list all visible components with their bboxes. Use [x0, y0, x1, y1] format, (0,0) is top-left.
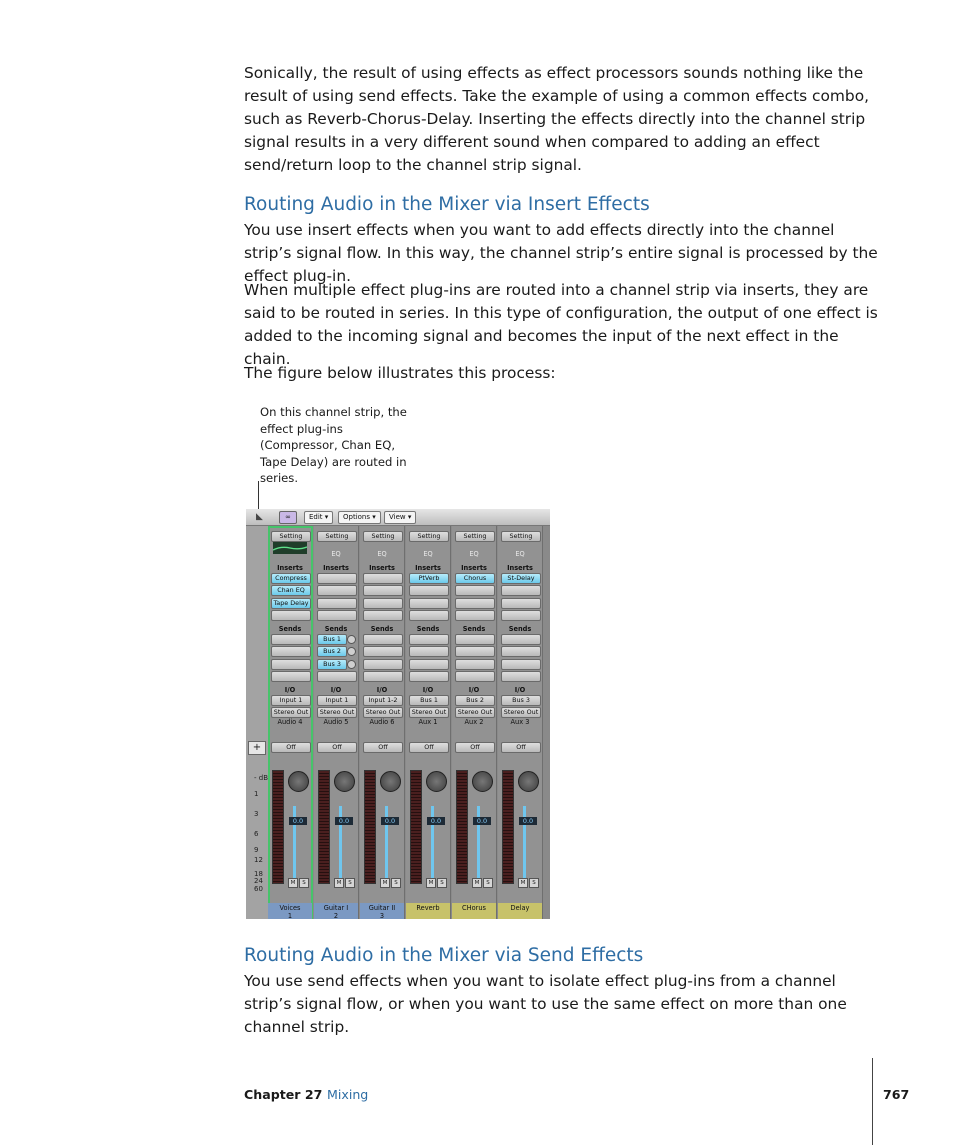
channel-strip[interactable] — [498, 526, 543, 919]
mute-button[interactable]: M — [426, 878, 436, 888]
level-meter — [318, 770, 330, 884]
insert-slot[interactable]: Tape Delay — [271, 598, 311, 609]
track-name[interactable] — [498, 903, 542, 919]
mute-button[interactable]: M — [380, 878, 390, 888]
track-name-label: CHorus — [462, 904, 486, 912]
insert-slot[interactable] — [501, 585, 541, 596]
setting-button[interactable]: Setting — [271, 531, 311, 542]
input-slot[interactable]: Input 1 — [271, 695, 311, 706]
solo-button[interactable]: S — [529, 878, 539, 888]
fader-value: 0.0 — [473, 817, 491, 825]
corner-icon: ◣ — [256, 512, 263, 522]
track-label: Audio 5 — [323, 718, 349, 726]
db-scale-mark: 18 — [254, 870, 263, 878]
eq-thumbnail[interactable]: EQ — [423, 550, 433, 558]
automation-mode[interactable]: Off — [317, 742, 357, 753]
io-label: I/O — [514, 686, 526, 694]
insert-slot[interactable] — [363, 610, 403, 621]
pan-knob[interactable] — [472, 771, 493, 792]
add-strip-button[interactable]: + — [248, 741, 266, 755]
insert-slot[interactable]: St-Delay — [501, 573, 541, 584]
sends-label: Sends — [278, 625, 302, 633]
insert-slot[interactable] — [317, 585, 357, 596]
eq-thumbnail[interactable]: EQ — [331, 550, 341, 558]
inserts-label: Inserts — [415, 564, 441, 572]
view-menu[interactable]: View ▾ — [384, 511, 416, 524]
track-name[interactable] — [314, 903, 358, 919]
track-name-label: Guitar I — [323, 904, 349, 912]
insert-slot[interactable] — [455, 598, 495, 609]
track-name-label: Guitar II — [368, 904, 396, 912]
insert-slot[interactable]: Chorus — [455, 573, 495, 584]
sends-label: Sends — [462, 625, 486, 633]
send-slot[interactable] — [455, 671, 495, 682]
insert-slot[interactable] — [363, 598, 403, 609]
track-name[interactable] — [406, 903, 450, 919]
link-button[interactable]: ∞ — [279, 511, 297, 524]
insert-slot[interactable] — [409, 598, 449, 609]
insert-slot[interactable]: PtVerb — [409, 573, 449, 584]
output-slot[interactable]: Stereo Out — [501, 707, 541, 718]
io-label: I/O — [330, 686, 342, 694]
track-label: Aux 2 — [464, 718, 484, 726]
send-slot[interactable] — [455, 634, 495, 645]
insert-slot[interactable] — [363, 585, 403, 596]
send-slot[interactable] — [501, 634, 541, 645]
db-scale-mark: 1 — [254, 790, 259, 798]
automation-mode[interactable]: Off — [363, 742, 403, 753]
pan-knob[interactable] — [334, 771, 355, 792]
mute-button[interactable]: M — [334, 878, 344, 888]
io-label: I/O — [284, 686, 296, 694]
track-number: 2 — [333, 912, 339, 919]
solo-button[interactable]: S — [483, 878, 493, 888]
insert-slot[interactable] — [271, 610, 311, 621]
send-slot[interactable] — [409, 659, 449, 670]
insert-slot[interactable]: Chan EQ — [271, 585, 311, 596]
insert-slot[interactable]: Compress — [271, 573, 311, 584]
sends-label: Sends — [324, 625, 348, 633]
setting-button[interactable]: Setting — [501, 531, 541, 542]
inserts-label: Inserts — [507, 564, 533, 572]
figure-callout: On this channel strip, the effect plug-ins (Compressor, Chan EQ, Tape Delay) are routed in series. — [260, 405, 407, 486]
send-slot[interactable] — [455, 659, 495, 670]
db-scale-mark: 12 — [254, 856, 263, 864]
fader-value: 0.0 — [427, 817, 445, 825]
send-level-knob[interactable] — [347, 660, 356, 669]
send-slot[interactable] — [409, 634, 449, 645]
input-slot[interactable]: Input 1 — [317, 695, 357, 706]
output-slot[interactable]: Stereo Out — [409, 707, 449, 718]
db-scale-mark: 24 — [254, 877, 263, 885]
send-slot[interactable] — [501, 671, 541, 682]
send-slot[interactable] — [271, 671, 311, 682]
pan-knob[interactable] — [426, 771, 447, 792]
setting-button[interactable]: Setting — [363, 531, 403, 542]
intro-paragraph: Sonically, the result of using effects as effect processors sounds nothing like the result of using send effects. Take the example of using a common effects combo, such as Reverb-Chorus-Delay. Inserting the effects directly into the channel strip signal results in a very different sound when compared to adding an effect send/return loop to the channel strip signal. — [244, 64, 870, 174]
send-slot[interactable]: Bus 3 — [317, 659, 347, 670]
eq-thumbnail[interactable]: EQ — [377, 550, 387, 558]
heading-insert-effects: Routing Audio in the Mixer via Insert Effects — [244, 194, 650, 215]
pan-knob[interactable] — [288, 771, 309, 792]
track-label: Audio 4 — [277, 718, 303, 726]
send-slot[interactable]: Bus 2 — [317, 646, 347, 657]
input-slot[interactable]: Bus 1 — [409, 695, 449, 706]
insert-slot[interactable] — [501, 610, 541, 621]
channel-strip[interactable] — [452, 526, 497, 919]
channel-strip[interactable] — [406, 526, 451, 919]
output-slot[interactable]: Stereo Out — [455, 707, 495, 718]
eq-thumbnail[interactable]: EQ — [515, 550, 525, 558]
track-name[interactable] — [452, 903, 496, 919]
insert-slot[interactable] — [317, 573, 357, 584]
eq-thumbnail[interactable]: EQ — [469, 550, 479, 558]
sends-label: Sends — [416, 625, 440, 633]
input-slot[interactable]: Bus 3 — [501, 695, 541, 706]
insert-paragraph-1: You use insert effects when you want to add effects directly into the channel strip’s signal flow. In this way, the channel strip’s entire signal is processed by the effect plug-in. — [244, 221, 878, 285]
send-level-knob[interactable] — [347, 647, 356, 656]
send-level-knob[interactable] — [347, 635, 356, 644]
solo-button[interactable]: S — [391, 878, 401, 888]
automation-mode[interactable]: Off — [271, 742, 311, 753]
send-slot[interactable] — [455, 646, 495, 657]
db-scale-mark: - dB — [254, 774, 268, 782]
track-name-label: Delay — [510, 904, 530, 912]
send-slot[interactable]: Bus 1 — [317, 634, 347, 645]
footer-chapter: Chapter 27 — [244, 1087, 323, 1102]
fader-value: 0.0 — [289, 817, 307, 825]
channel-strip[interactable] — [360, 526, 405, 919]
setting-button[interactable]: Setting — [455, 531, 495, 542]
send-slot[interactable] — [409, 671, 449, 682]
send-slot[interactable] — [363, 646, 403, 657]
track-label: Audio 6 — [369, 718, 395, 726]
automation-mode[interactable]: Off — [455, 742, 495, 753]
track-name[interactable] — [268, 903, 312, 919]
send-slot[interactable] — [409, 646, 449, 657]
db-scale-mark: 60 — [254, 885, 263, 893]
level-meter — [272, 770, 284, 884]
output-slot[interactable]: Stereo Out — [271, 707, 311, 718]
automation-mode[interactable]: Off — [409, 742, 449, 753]
send-slot[interactable] — [501, 659, 541, 670]
send-paragraph-1: You use send effects when you want to isolate effect plug-ins from a channel strip’s signal flow, or when you want to use the same effect on more than one channel strip. — [244, 972, 847, 1036]
send-slot[interactable] — [271, 659, 311, 670]
level-meter — [364, 770, 376, 884]
send-slot[interactable] — [363, 671, 403, 682]
insert-slot[interactable] — [363, 573, 403, 584]
send-slot[interactable] — [501, 646, 541, 657]
sends-label: Sends — [370, 625, 394, 633]
track-label: Aux 3 — [510, 718, 530, 726]
insert-slot[interactable] — [317, 598, 357, 609]
inserts-label: Inserts — [461, 564, 487, 572]
sends-label: Sends — [508, 625, 532, 633]
inserts-label: Inserts — [323, 564, 349, 572]
setting-button[interactable]: Setting — [409, 531, 449, 542]
mute-button[interactable]: M — [288, 878, 298, 888]
insert-slot[interactable] — [455, 585, 495, 596]
solo-button[interactable]: S — [437, 878, 447, 888]
mute-button[interactable]: M — [472, 878, 482, 888]
track-label: Aux 1 — [418, 718, 438, 726]
track-number: 3 — [379, 912, 385, 919]
insert-paragraph-2: When multiple effect plug-ins are routed into a channel strip via inserts, they are said to be routed in series. In this type of configuration, the output of one effect is added to the incoming signal and becomes the input of the next effect in the chain. — [244, 281, 878, 368]
inserts-label: Inserts — [369, 564, 395, 572]
insert-slot[interactable] — [409, 585, 449, 596]
track-name-label: Voices — [279, 904, 301, 912]
options-menu[interactable]: Options ▾ — [338, 511, 381, 524]
send-slot[interactable] — [363, 634, 403, 645]
track-name-label: Reverb — [416, 904, 440, 912]
solo-button[interactable]: S — [345, 878, 355, 888]
fader-value: 0.0 — [519, 817, 537, 825]
footer-divider — [872, 1058, 873, 1145]
automation-mode[interactable]: Off — [501, 742, 541, 753]
io-label: I/O — [468, 686, 480, 694]
io-label: I/O — [422, 686, 434, 694]
footer-section-link[interactable]: Mixing — [327, 1087, 369, 1102]
db-scale-mark: 9 — [254, 846, 259, 854]
track-number: 1 — [287, 912, 293, 919]
heading-send-effects: Routing Audio in the Mixer via Send Effects — [244, 945, 644, 966]
input-slot[interactable]: Input 1-2 — [363, 695, 403, 706]
input-slot[interactable]: Bus 2 — [455, 695, 495, 706]
insert-slot[interactable] — [317, 610, 357, 621]
db-scale — [246, 526, 268, 919]
track-name[interactable] — [360, 903, 404, 919]
solo-button[interactable]: S — [299, 878, 309, 888]
insert-paragraph-3: The figure below illustrates this process: — [244, 364, 556, 382]
output-slot[interactable]: Stereo Out — [317, 707, 357, 718]
mute-button[interactable]: M — [518, 878, 528, 888]
channel-strip[interactable] — [314, 526, 359, 919]
fader-value: 0.0 — [381, 817, 399, 825]
eq-curve-thumbnail[interactable] — [273, 542, 307, 554]
pan-knob[interactable] — [380, 771, 401, 792]
send-slot[interactable] — [271, 646, 311, 657]
inserts-label: Inserts — [277, 564, 303, 572]
db-scale-mark: 6 — [254, 830, 259, 838]
insert-slot[interactable] — [409, 610, 449, 621]
mixer-toolbar — [246, 509, 550, 526]
level-meter — [410, 770, 422, 884]
edit-menu[interactable]: Edit ▾ — [304, 511, 333, 524]
send-slot[interactable] — [271, 634, 311, 645]
db-scale-mark: 3 — [254, 810, 259, 818]
io-label: I/O — [376, 686, 388, 694]
insert-slot[interactable] — [501, 598, 541, 609]
mixer-screenshot — [246, 509, 550, 919]
send-slot[interactable] — [317, 671, 357, 682]
insert-slot[interactable] — [455, 610, 495, 621]
output-slot[interactable]: Stereo Out — [363, 707, 403, 718]
fader-value: 0.0 — [335, 817, 353, 825]
channel-strip[interactable] — [268, 526, 313, 919]
level-meter — [502, 770, 514, 884]
send-slot[interactable] — [363, 659, 403, 670]
setting-button[interactable]: Setting — [317, 531, 357, 542]
level-meter — [456, 770, 468, 884]
pan-knob[interactable] — [518, 771, 539, 792]
page-number: 767 — [883, 1087, 910, 1102]
